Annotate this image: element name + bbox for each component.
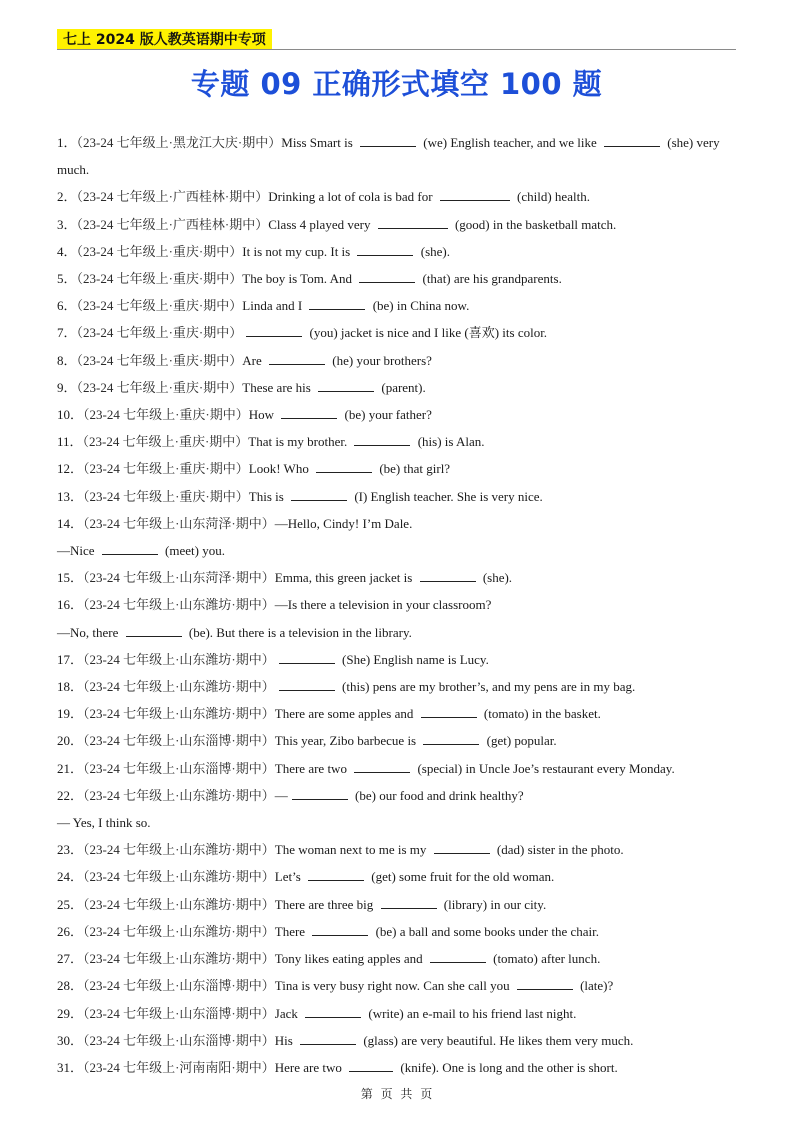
question-continuation — [57, 809, 736, 836]
question-text: Class 4 played very — [268, 216, 371, 232]
question-source: （23-24 七年级上·山东菏泽·期中） — [83, 570, 275, 586]
question-item — [57, 1027, 736, 1054]
question-number: 10． — [57, 407, 84, 423]
question-number: 5． — [57, 271, 77, 287]
question-source: （23-24 七年级上·山东潍坊·期中） — [83, 787, 275, 803]
question-number: 19． — [57, 706, 84, 722]
question-item — [57, 401, 736, 428]
question-text: (good) in the basketball match. — [454, 216, 617, 232]
answer-blank — [312, 923, 368, 936]
answer-blank — [440, 188, 510, 201]
question-text: The boy is Tom. And — [242, 271, 352, 287]
question-item — [57, 863, 736, 890]
answer-blank — [378, 216, 448, 229]
question-item — [57, 972, 736, 999]
question-source: （23-24 七年级上·山东淄博·期中） — [83, 760, 275, 776]
question-text: —No, there — [57, 624, 119, 640]
question-text: (be). But there is a television in the library. — [188, 624, 412, 640]
question-number: 24． — [57, 869, 84, 885]
question-text: (knife). One is long and the other is short. — [400, 1059, 618, 1075]
question-text: Tina is very busy right now. Can she call you — [274, 978, 510, 994]
question-item — [57, 700, 736, 727]
question-text: The woman next to me is my — [274, 842, 427, 858]
question-text: (write) an e-mail to his friend last night. — [368, 1005, 577, 1021]
question-text: There — [274, 923, 306, 939]
question-number: 27． — [57, 951, 84, 967]
question-text: (you) jacket is nice and I like (喜欢) its color. — [309, 325, 548, 341]
question-text: (be) in China now. — [372, 298, 470, 314]
question-item — [57, 1054, 736, 1081]
answer-blank — [349, 1059, 393, 1072]
question-source: （23-24 七年级上·山东淄博·期中） — [83, 1005, 275, 1021]
question-list — [57, 129, 736, 1081]
question-text: (I) English teacher. She is very nice. — [354, 488, 543, 504]
question-text: (he) your brothers? — [332, 352, 432, 368]
question-source: （23-24 七年级上·河南南阳·期中） — [83, 1059, 275, 1075]
question-text: His — [274, 1032, 293, 1048]
question-source: （23-24 七年级上·重庆·期中） — [83, 488, 249, 504]
question-text: There are three big — [274, 896, 374, 912]
answer-blank — [102, 542, 158, 555]
question-source: （23-24 七年级上·重庆·期中） — [76, 243, 243, 259]
question-text: (be) our food and drink healthy? — [355, 787, 524, 803]
answer-blank — [420, 569, 476, 582]
question-source: （23-24 七年级上·山东淄博·期中） — [83, 978, 275, 994]
question-source: （23-24 七年级上·重庆·期中） — [76, 271, 243, 287]
question-number: 9． — [57, 379, 77, 395]
question-source: （23-24 七年级上·山东菏泽·期中） — [83, 515, 275, 531]
question-text: (dad) sister in the photo. — [496, 842, 624, 858]
question-source: （23-24 七年级上·山东潍坊·期中） — [83, 597, 275, 613]
question-number: 30． — [57, 1032, 84, 1048]
question-text: —Hello, Cindy! I’m Dale. — [274, 515, 413, 531]
question-item — [57, 455, 736, 482]
answer-blank — [246, 324, 302, 337]
question-item — [57, 510, 736, 537]
question-text: There are some apples and — [274, 706, 414, 722]
answer-blank — [292, 787, 348, 800]
question-continuation — [57, 619, 736, 646]
answer-blank — [316, 460, 372, 473]
question-text: Drinking a lot of cola is bad for — [268, 189, 433, 205]
question-number: 14． — [57, 515, 84, 531]
answer-blank — [126, 624, 182, 637]
question-source: （23-24 七年级上·重庆·期中） — [76, 325, 243, 341]
question-text: Here are two — [274, 1059, 342, 1075]
question-text: It is not my cup. It is — [242, 243, 351, 259]
question-item — [57, 238, 736, 265]
question-item — [57, 836, 736, 863]
question-number: 25． — [57, 896, 84, 912]
question-text: Are — [242, 352, 262, 368]
question-number: 11． — [57, 434, 83, 450]
question-text: (child) health. — [517, 189, 590, 205]
question-number: 17． — [57, 651, 84, 667]
question-source: （23-24 七年级上·山东潍坊·期中） — [83, 951, 275, 967]
question-number: 20． — [57, 733, 84, 749]
question-item — [57, 374, 736, 401]
header-tag: 七上 2024 版人教英语期中专项 — [57, 29, 272, 50]
answer-blank — [381, 896, 437, 909]
answer-blank — [423, 732, 479, 745]
question-text: (She) English name is Lucy. — [342, 651, 489, 667]
question-item — [57, 292, 736, 319]
question-source: （23-24 七年级上·广西桂林·期中） — [76, 216, 269, 232]
question-number: 16． — [57, 597, 84, 613]
answer-blank — [517, 977, 573, 990]
question-text: (tomato) in the basket. — [483, 706, 601, 722]
question-text: (his) is Alan. — [417, 434, 485, 450]
question-text: — Yes, I think so. — [57, 815, 151, 831]
question-item — [57, 755, 736, 782]
answer-blank — [279, 678, 335, 691]
answer-blank — [308, 868, 364, 881]
question-text: How — [248, 407, 275, 423]
question-item — [57, 347, 736, 374]
question-item — [57, 483, 736, 510]
question-item — [57, 129, 736, 183]
question-text: (late)? — [580, 978, 614, 994]
question-text: Linda and I — [242, 298, 303, 314]
question-number: 8． — [57, 352, 77, 368]
question-text: (glass) are very beautiful. He likes them very much. — [363, 1032, 634, 1048]
question-text: —Is there a television in your classroom? — [274, 597, 492, 613]
question-text: Jack — [274, 1005, 298, 1021]
question-text: (be) a ball and some books under the chair. — [375, 923, 600, 939]
question-text: (this) pens are my brother’s, and my pens are in my bag. — [342, 679, 636, 695]
question-text: (be) your father? — [344, 407, 432, 423]
answer-blank — [359, 270, 415, 283]
question-source: （23-24 七年级上·重庆·期中） — [76, 298, 243, 314]
question-item — [57, 1000, 736, 1027]
question-source: （23-24 七年级上·重庆·期中） — [83, 407, 249, 423]
answer-blank — [309, 297, 365, 310]
question-source: （23-24 七年级上·山东潍坊·期中） — [83, 869, 275, 885]
question-number: 29． — [57, 1005, 84, 1021]
question-text: — — [274, 787, 288, 803]
answer-blank — [357, 243, 413, 256]
question-text: (parent). — [381, 379, 426, 395]
question-text: —Nice — [57, 543, 95, 559]
question-number: 18． — [57, 679, 84, 695]
question-number: 13． — [57, 488, 84, 504]
answer-blank — [354, 433, 410, 446]
question-text: Emma, this green jacket is — [274, 570, 413, 586]
question-source: （23-24 七年级上·山东淄博·期中） — [83, 733, 275, 749]
question-item — [57, 319, 736, 346]
question-text: (we) English teacher, and we like — [423, 135, 597, 150]
question-text: (meet) you. — [165, 543, 225, 559]
question-number: 4． — [57, 243, 77, 259]
question-text: Look! Who — [248, 461, 309, 477]
question-item — [57, 183, 736, 210]
question-text: Tony likes eating apples and — [274, 951, 423, 967]
question-number: 6． — [57, 298, 77, 314]
question-text: Let’s — [274, 869, 301, 885]
question-source: （23-24 七年级上·黑龙江大庆·期中） — [76, 135, 282, 150]
answer-blank — [421, 705, 477, 718]
question-text: (she). — [420, 243, 450, 259]
question-number: 1． — [57, 135, 77, 150]
question-text: (get) some fruit for the old woman. — [371, 869, 555, 885]
question-item — [57, 428, 736, 455]
header-divider — [57, 49, 736, 50]
question-text: (get) popular. — [486, 733, 557, 749]
answer-blank — [604, 134, 660, 147]
question-text: Miss Smart is — [281, 135, 353, 150]
question-source: （23-24 七年级上·重庆·期中） — [82, 434, 249, 450]
question-text: That is my brother. — [248, 434, 348, 450]
question-item — [57, 945, 736, 972]
question-source: （23-24 七年级上·广西桂林·期中） — [76, 189, 269, 205]
answer-blank — [291, 488, 347, 501]
question-source: （23-24 七年级上·山东潍坊·期中） — [83, 896, 275, 912]
question-text: (library) in our city. — [443, 896, 547, 912]
question-source: （23-24 七年级上·重庆·期中） — [76, 379, 243, 395]
question-source: （23-24 七年级上·山东潍坊·期中） — [83, 679, 275, 695]
answer-blank — [305, 1005, 361, 1018]
question-item — [57, 891, 736, 918]
question-item — [57, 265, 736, 292]
answer-blank — [434, 841, 490, 854]
question-source: （23-24 七年级上·山东淄博·期中） — [83, 1032, 275, 1048]
question-number: 21． — [57, 760, 84, 776]
answer-blank — [360, 134, 416, 147]
question-item — [57, 646, 736, 673]
question-source: （23-24 七年级上·山东潍坊·期中） — [83, 651, 275, 667]
question-continuation — [57, 537, 736, 564]
question-number: 15． — [57, 570, 84, 586]
question-number: 31． — [57, 1059, 84, 1075]
question-number: 3． — [57, 216, 77, 232]
question-text: This is — [248, 488, 284, 504]
question-text: This year, Zibo barbecue is — [274, 733, 417, 749]
question-number: 12． — [57, 461, 84, 477]
question-number: 23． — [57, 842, 84, 858]
question-source: （23-24 七年级上·山东潍坊·期中） — [83, 923, 275, 939]
question-number: 22． — [57, 787, 84, 803]
question-text: (special) in Uncle Joe’s restaurant every Monday. — [417, 760, 675, 776]
question-text: (be) that girl? — [379, 461, 451, 477]
question-item — [57, 727, 736, 754]
question-text: (that) are his grandparents. — [422, 271, 562, 287]
question-number: 2． — [57, 189, 77, 205]
question-item — [57, 673, 736, 700]
question-text: These are his — [242, 379, 311, 395]
question-source: （23-24 七年级上·山东潍坊·期中） — [83, 842, 275, 858]
answer-blank — [279, 651, 335, 664]
question-text: (tomato) after lunch. — [493, 951, 601, 967]
answer-blank — [318, 379, 374, 392]
answer-blank — [300, 1032, 356, 1045]
question-item — [57, 591, 736, 618]
question-number: 28． — [57, 978, 84, 994]
question-text: (she) very much. — [57, 135, 720, 178]
answer-blank — [269, 352, 325, 365]
page-title: 专题 09 正确形式填空 100 题 — [190, 67, 603, 101]
question-source: （23-24 七年级上·重庆·期中） — [76, 352, 243, 368]
answer-blank — [430, 950, 486, 963]
answer-blank — [281, 406, 337, 419]
question-item — [57, 564, 736, 591]
question-number: 26． — [57, 923, 84, 939]
answer-blank — [354, 760, 410, 773]
question-source: （23-24 七年级上·山东潍坊·期中） — [83, 706, 275, 722]
page-footer: 第 页 共 页 — [360, 1087, 433, 1101]
question-number: 7． — [57, 325, 77, 341]
question-item — [57, 211, 736, 238]
question-text: (she). — [482, 570, 513, 586]
question-item — [57, 782, 736, 809]
question-source: （23-24 七年级上·重庆·期中） — [83, 461, 249, 477]
question-item — [57, 918, 736, 945]
question-text: There are two — [274, 760, 347, 776]
